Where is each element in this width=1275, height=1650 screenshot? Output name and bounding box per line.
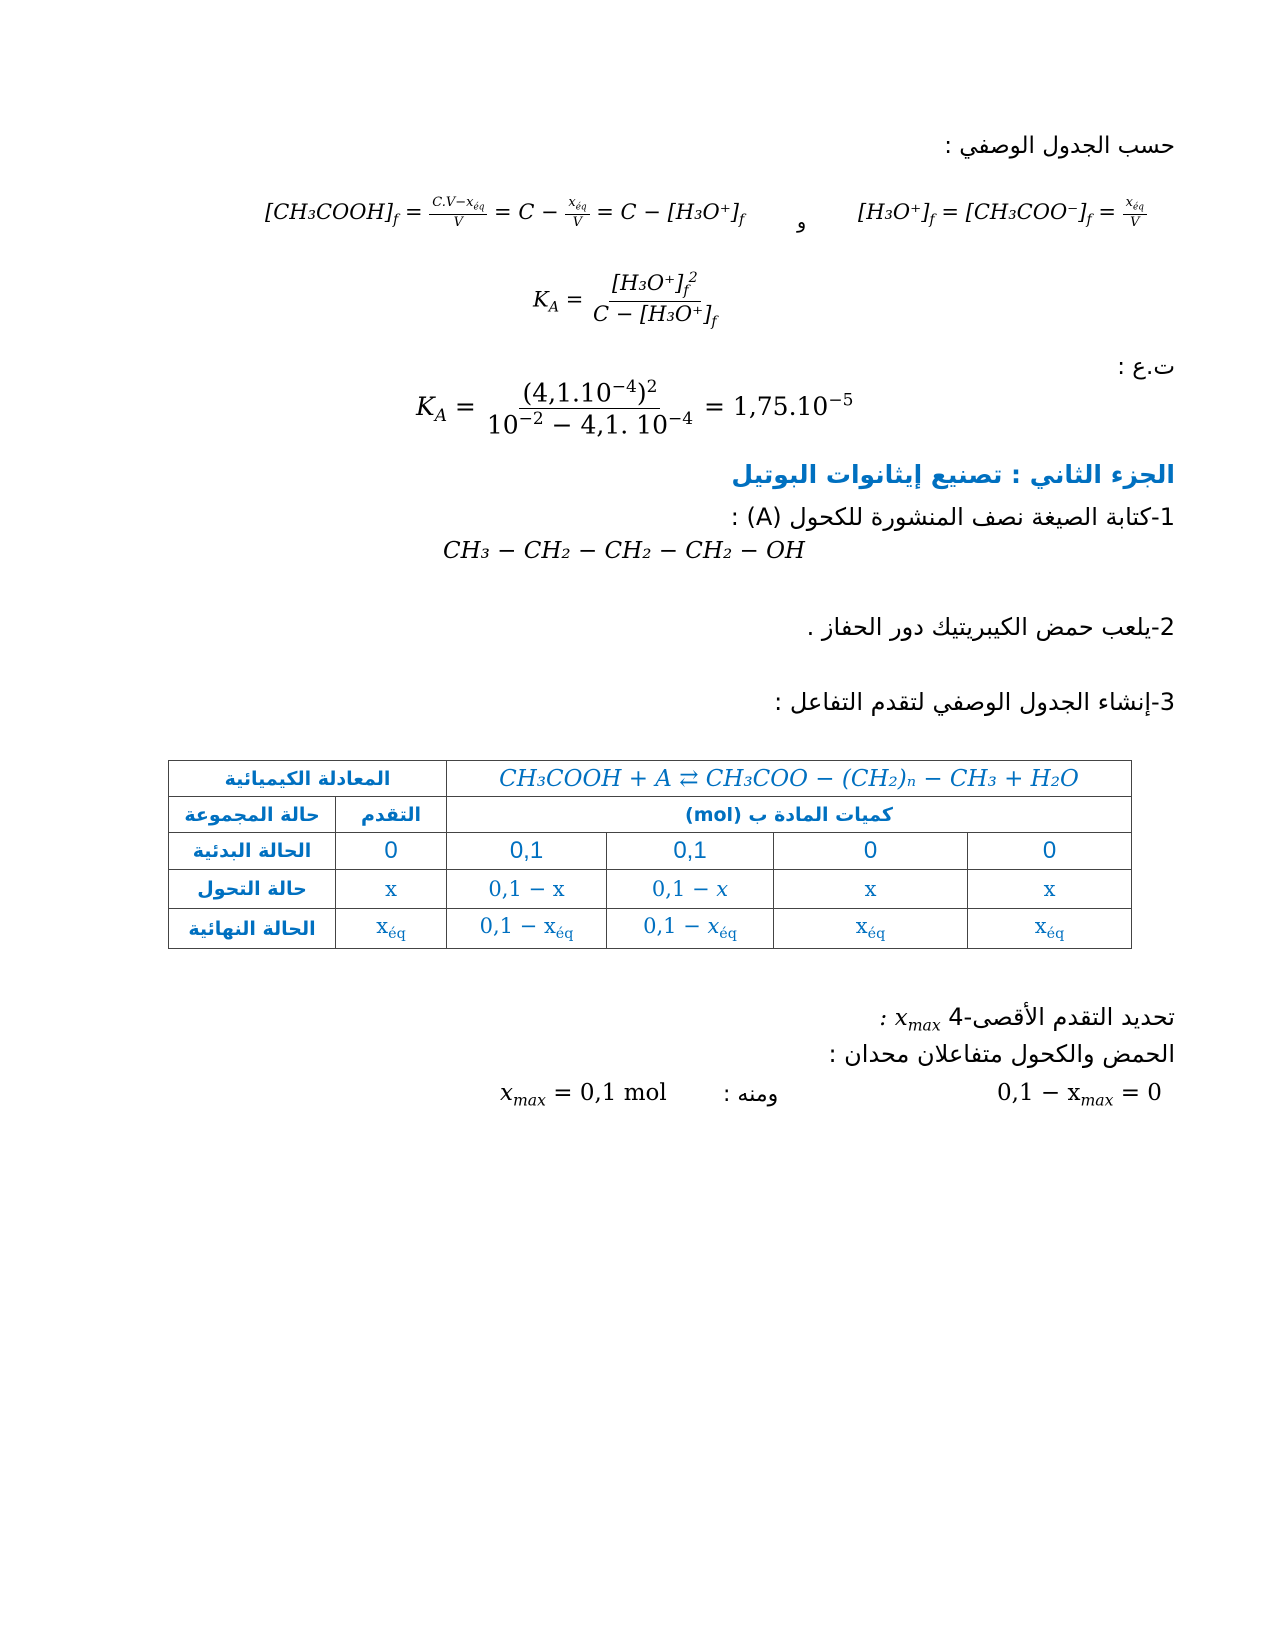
row-state-final: الحالة النهائية: [169, 909, 336, 949]
equation-hydronium-concentration: $[H_3O^+]_f = [CH_3COO^-]_f$ = $\frac{x_{éq}}{V}$: [858, 196, 1147, 231]
butanol-formula: CH₃ − CH₂ − CH₂ − CH₂ − OH: [443, 538, 805, 564]
row-advance: 0: [336, 833, 447, 870]
row-cell: 0,1 − x: [447, 870, 607, 909]
advance-label-cell: التقدم: [336, 797, 447, 833]
table-row: [169, 870, 1132, 909]
conjunction-hence: ومنه :: [723, 1082, 779, 1107]
question-4-colon: :: [879, 1005, 888, 1031]
row-advance: x: [336, 870, 447, 909]
xmax-symbol: $x_{max}$: [894, 1005, 941, 1035]
numerical-application-label: ت.ع :: [1117, 354, 1175, 380]
equation-label-cell: المعادلة الكيميائية: [169, 761, 447, 797]
equation-xmax-condition: $0,1 - x_{max} = 0$: [997, 1080, 1162, 1110]
row-cell: x: [774, 870, 968, 909]
row-cell: $0,1 - x_{éq}$: [447, 909, 607, 949]
row-cell: $x_{éq}$: [774, 909, 968, 949]
row-cell: 0,1: [447, 833, 607, 870]
row-state-transition: حالة التحول: [169, 870, 336, 909]
equation-ka-expression: $K_A$ = $\frac{[H_3O^+]_f^2}{C - [H_3O^+]_f}$: [533, 270, 717, 331]
row-advance: $x_{éq}$: [336, 909, 447, 949]
row-cell: 0,1: [607, 833, 774, 870]
state-label-cell: حالة المجموعة: [169, 797, 336, 833]
row-cell: $x_{éq}$: [968, 909, 1132, 949]
row-cell: 0,1 − 𝑥: [607, 870, 774, 909]
row-cell: 0,1 − 𝑥$_{éq}$: [607, 909, 774, 949]
question-1: 1-كتابة الصيغة نصف المنشورة للكحول (A) :: [730, 503, 1175, 531]
part2-title: الجزء الثاني : تصنيع إيثانوات البوتيل: [731, 460, 1175, 489]
row-cell: x: [968, 870, 1132, 909]
equation-xmax-result: $x_{max} = 0,1$ mol: [500, 1080, 667, 1110]
question-2: 2-يلعب حمض الكيبريتيك دور الحفاز .: [806, 613, 1175, 641]
table-row: [169, 909, 1132, 949]
equation-ka-numeric: $K_A$ = $\frac{(4,1.10^{-4})^2}{10^{-2} - 4,1. 10^{-4}}$ = $1,75.10^{-5}$: [416, 377, 854, 440]
quantities-label-cell: كميات المادة ب (mol): [447, 797, 1132, 833]
table-row: [169, 833, 1132, 870]
limiting-reactants-line: الحمض والكحول متفاعلان محدان :: [828, 1040, 1175, 1068]
question-4-text: 4-تحديد التقدم الأقصى: [948, 1003, 1175, 1031]
question-3: 3-إنشاء الجدول الوصفي لتقدم التفاعل :: [774, 688, 1175, 716]
row-cell: 0: [774, 833, 968, 870]
equation-acid-concentration: $[CH_3COOH]_f$ = $\frac{C.V-x_{éq}}{V}$ = C − $\frac{x_{éq}}{V}$ = $C - [H_3O^+]_f$: [265, 195, 745, 231]
question-4: [879, 1003, 1175, 1035]
intro-line: حسب الجدول الوصفي :: [944, 133, 1175, 159]
row-state-initial: الحالة البدئية: [169, 833, 336, 870]
progress-table: [168, 760, 1132, 949]
row-cell: 0: [968, 833, 1132, 870]
conjunction-and: و: [797, 211, 807, 233]
equation-cell: CH₃COOH + A ⇄ CH₃COO − (CH₂)ₙ − CH₃ + H₂O: [447, 761, 1132, 797]
